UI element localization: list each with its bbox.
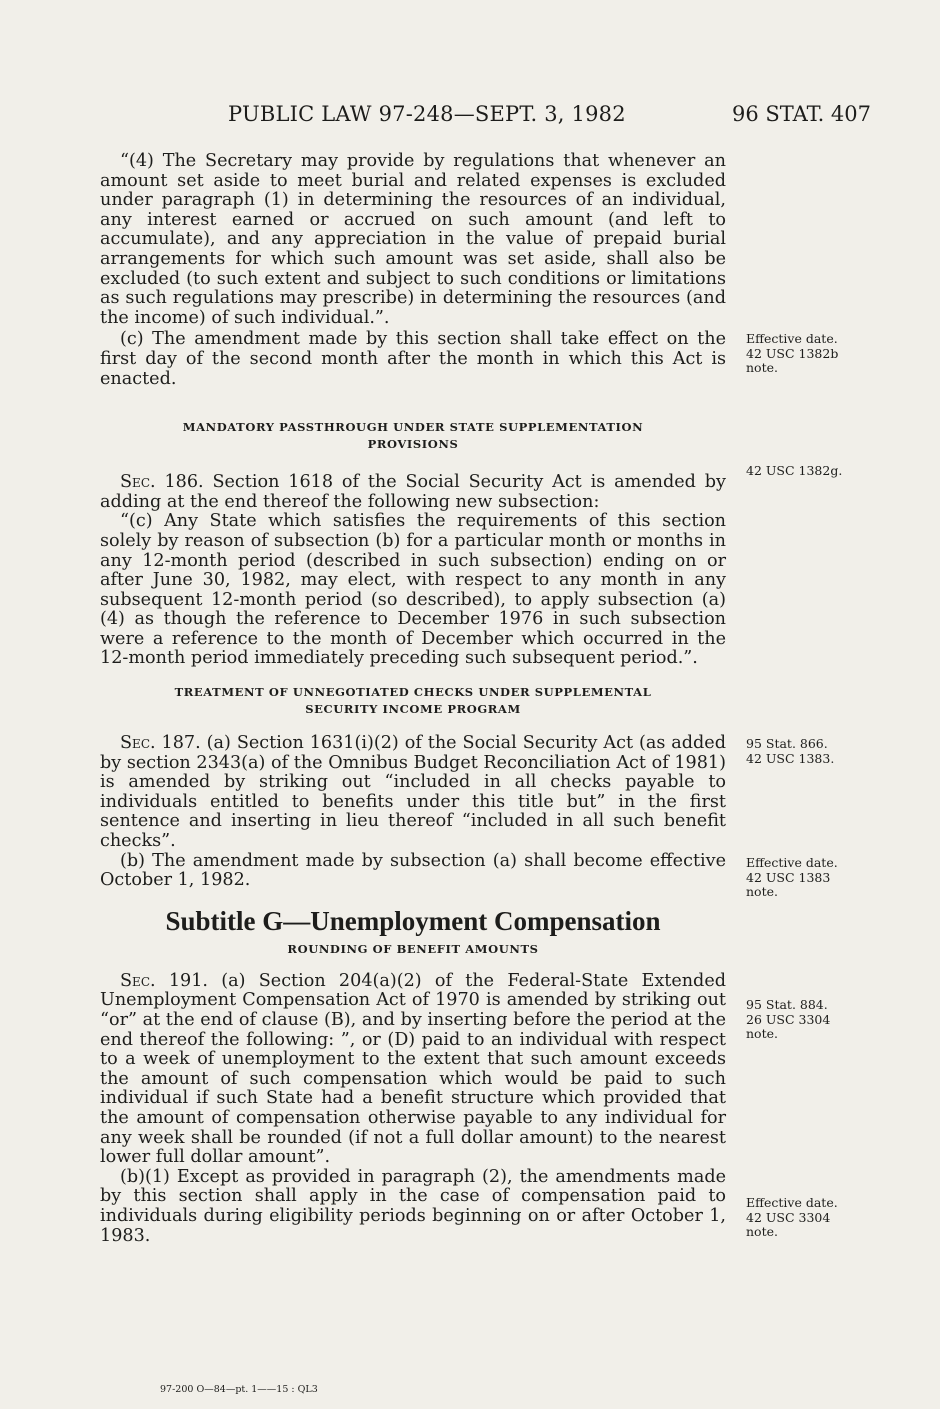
paragraph-text: 187. (a) Section 1631(i)(2) of the Social Security Act (as added by section 2343(a) of the Omnibus Budget Reconciliation Act of 1981) is amended by striking out “included in all checks payable to individuals entitled to benefits under this title but” in the first sentence and inserting in lieu thereof “included in all such benefit checks”. bbox=[100, 733, 726, 852]
margin-note-effective-date bbox=[746, 332, 838, 376]
paragraph-burial-regulations: “(4) The Secretary may provide by regulations that whenever an amount set aside to meet burial and related expenses is excluded under paragraph (1) in determining the resources of an individual, any interest earned or accrued on such amount (and left to accumulate), and any appreciation in the value of prepaid burial arrangements for which such amount was set aside, shall also be excluded (to such extent and subject to such conditions or limitations as such regulations may prescribe) in determining the resources (and the income) of such individual.”. bbox=[100, 151, 726, 328]
margin-note-citation bbox=[746, 998, 830, 1042]
margin-note-line: 95 Stat. 884. bbox=[746, 997, 828, 1012]
margin-note-line: note. bbox=[746, 360, 778, 375]
paragraph-sec-191 bbox=[100, 972, 726, 1168]
margin-note-line: 42 USC 1382g. bbox=[746, 463, 843, 478]
page-title: PUBLIC LAW 97-248—SEPT. 3, 1982 bbox=[228, 102, 626, 126]
margin-note-line: Effective date. bbox=[746, 1195, 838, 1210]
subtitle-heading: Subtitle G—Unemployment Compensation bbox=[165, 905, 661, 936]
section-heading-rounding: ROUNDING OF BENEFIT AMOUNTS bbox=[287, 941, 539, 956]
margin-note-line: Effective date. bbox=[746, 331, 838, 346]
main-text bbox=[100, 152, 726, 1246]
margin-note-citation bbox=[746, 737, 834, 766]
paragraph-sec-186 bbox=[100, 473, 726, 512]
margin-note-line: 26 USC 3304 bbox=[746, 1011, 831, 1027]
margin-note-line: 42 USC 1383. bbox=[746, 750, 835, 766]
margin-note-effective-date bbox=[746, 1196, 838, 1240]
section-heading-mandatory-passthrough bbox=[130, 419, 696, 453]
margin-note-line: 95 Stat. 866. bbox=[746, 736, 828, 751]
margin-note-effective-date bbox=[746, 856, 838, 900]
running-head bbox=[0, 102, 940, 130]
section-label: Sec. bbox=[120, 472, 156, 493]
margin-note-line: 42 USC 3304 bbox=[746, 1209, 831, 1225]
margin-note-line: 42 USC 1383 bbox=[746, 869, 831, 885]
margin-note-line: Effective date. bbox=[746, 855, 838, 870]
margin-note-line: note. bbox=[746, 1224, 778, 1239]
heading-line: TREATMENT OF UNNEGOTIATED CHECKS UNDER SUPPLEMENTAL bbox=[174, 685, 652, 700]
margin-note-citation bbox=[746, 464, 842, 479]
paragraph-sec-187 bbox=[100, 734, 726, 852]
heading-line: SECURITY INCOME PROGRAM bbox=[305, 702, 521, 717]
section-heading-unnegotiated-checks bbox=[130, 684, 696, 718]
paragraph-applicability: (b)(1) Except as provided in paragraph (2), the amendments made by this section shall apply in the case of compensation paid to individuals during eligibility periods beginning on or after October 1, 1983. bbox=[100, 1166, 726, 1246]
heading-line: PROVISIONS bbox=[367, 437, 459, 452]
paragraph-effective-date-b: (b) The amendment made by subsection (a) shall become effective October 1, 1982. bbox=[100, 850, 726, 891]
paragraph-text: 186. Section 1618 of the Social Security Act is amended by adding at the end thereof the following new subsection: bbox=[100, 472, 726, 512]
margin-note-line: note. bbox=[746, 1026, 778, 1041]
paragraph-effective-date-c: (c) The amendment made by this section shall take effect on the first day of the second month after the month in which this Act is enacted. bbox=[100, 329, 726, 389]
margin-note-line: 42 USC 1382b bbox=[746, 345, 839, 361]
heading-line: MANDATORY PASSTHROUGH UNDER STATE SUPPLEMENTATION bbox=[182, 420, 644, 435]
paragraph-text: 191. (a) Section 204(a)(2) of the Federal-State Extended Unemployment Compensation Act of 1970 is amended by striking out “or” at the end of clause (B), and by inserting before the period at the end thereof the following: ”, or (D) paid to an individual with respect to a week of unemployment to the extent that such amount exceeds the amount of such compensation which would be paid to such individual if such State had a benefit structure which provided that the amount of compensation otherwise payable to any individual for any week shall be rounded (if not a full dollar amount) to the nearest lower full dollar amount”. bbox=[100, 970, 726, 1168]
print-job-code: 97-200 O—84—pt. 1——15 : QL3 bbox=[160, 1384, 318, 1395]
section-label: Sec. bbox=[120, 970, 156, 991]
paragraph-subsection-c: “(c) Any State which satisfies the requirements of this section solely by reason of subsection (b) for a particular month or months in any 12-month period (described in such subsection) ending on or after June 30, 1982, may elect, with respect to any month in any subsequent 12-month period (so described), to apply subsection (a)(4) as though the reference to December 1976 in such subsection were a reference to the month of December which occurred in the 12-month period immediately preceding such subsequent period.”. bbox=[100, 511, 726, 669]
statute-page-number: 96 STAT. 407 bbox=[732, 102, 872, 126]
margin-note-line: note. bbox=[746, 884, 778, 899]
section-label: Sec. bbox=[120, 733, 156, 754]
